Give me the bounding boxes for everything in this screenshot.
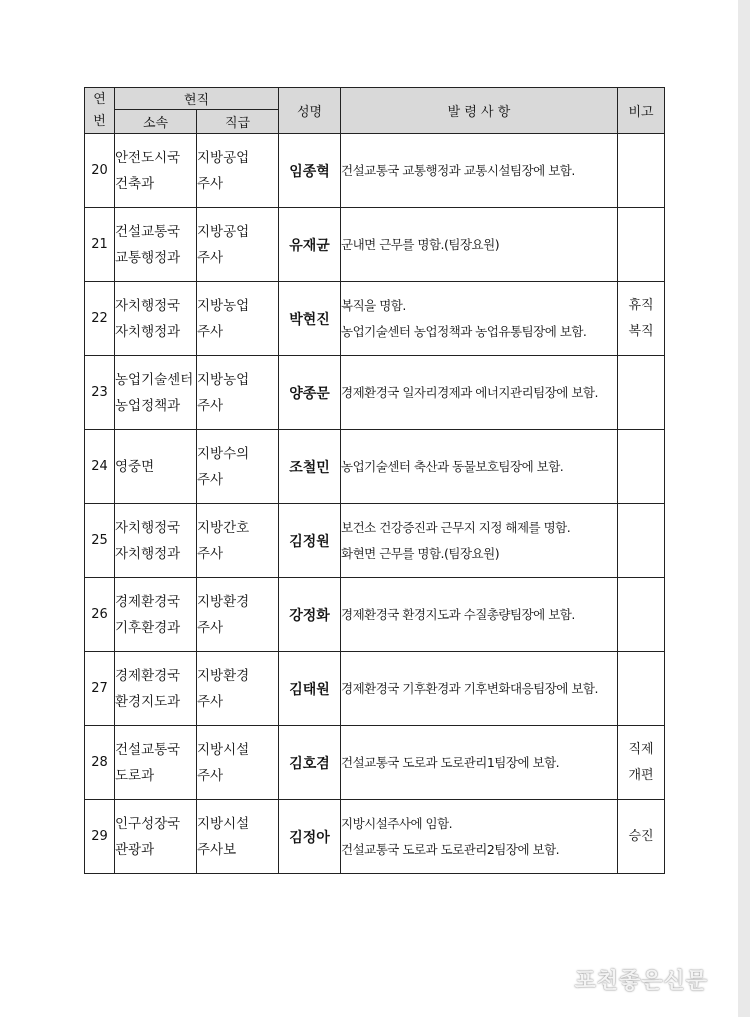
table-row (85, 430, 665, 504)
row-note (618, 430, 665, 504)
row-order (341, 208, 618, 282)
rank-line1: 지방공업 (197, 149, 250, 166)
table-row (85, 726, 665, 800)
row-number: 21 (85, 208, 115, 282)
personnel-order-table (84, 87, 665, 874)
department-division: 관광과 (115, 841, 155, 858)
rank-line2: 주사 (197, 471, 224, 488)
rank-line2: 주사 (197, 545, 224, 562)
rank-line2: 주사 (197, 249, 224, 266)
row-department (115, 430, 197, 504)
row-rank (197, 578, 279, 652)
row-name: 양종문 (279, 356, 341, 430)
order-line2: 건설교통국 도로과 도로관리2팀장에 보함. (341, 841, 560, 857)
row-order (341, 578, 618, 652)
rank-line1: 지방시설 (197, 741, 250, 758)
row-order (341, 282, 618, 356)
row-note (618, 578, 665, 652)
row-rank (197, 726, 279, 800)
row-rank (197, 652, 279, 726)
row-order (341, 504, 618, 578)
department-bureau: 농업기술센터 (115, 371, 194, 388)
department-division: 농업정책과 (115, 397, 181, 414)
row-number: 23 (85, 356, 115, 430)
row-name: 박현진 (279, 282, 341, 356)
note-line2: 복직 (628, 323, 654, 339)
row-rank (197, 134, 279, 208)
row-department (115, 208, 197, 282)
row-department (115, 282, 197, 356)
table-row (85, 356, 665, 430)
rank-line1: 지방농업 (197, 371, 250, 388)
row-number: 24 (85, 430, 115, 504)
rank-line2: 주사 (197, 175, 224, 192)
note-line1: 승진 (628, 828, 654, 844)
department-division: 도로과 (115, 767, 155, 784)
row-note (618, 208, 665, 282)
department-division: 건축과 (115, 175, 155, 192)
row-name: 김호겸 (279, 726, 341, 800)
table-row (85, 652, 665, 726)
header-order: 발 령 사 항 (341, 88, 618, 134)
row-name: 김정원 (279, 504, 341, 578)
order-line1: 농업기술센터 축산과 동물보호팀장에 보함. (341, 458, 564, 474)
rank-line2: 주사 (197, 397, 224, 414)
row-note (618, 652, 665, 726)
department-bureau: 자치행정국 (115, 519, 181, 536)
order-line1: 경제환경국 일자리경제과 에너지관리팀장에 보함. (341, 384, 598, 400)
department-bureau: 경제환경국 (115, 667, 181, 684)
department-division: 자치행정과 (115, 545, 181, 562)
row-department (115, 652, 197, 726)
row-number: 29 (85, 800, 115, 874)
row-name: 강정화 (279, 578, 341, 652)
department-bureau: 경제환경국 (115, 593, 181, 610)
table-row (85, 282, 665, 356)
rank-line1: 지방환경 (197, 667, 250, 684)
row-rank (197, 430, 279, 504)
table-row (85, 800, 665, 874)
order-line2: 화현면 근무를 명함.(팀장요원) (341, 545, 500, 561)
row-department (115, 578, 197, 652)
rank-line2: 주사보 (197, 841, 237, 858)
department-bureau: 영중면 (115, 458, 155, 475)
header-dept: 소속 (115, 110, 197, 134)
row-order (341, 652, 618, 726)
rank-line1: 지방시설 (197, 815, 250, 832)
table-row (85, 134, 665, 208)
row-number: 22 (85, 282, 115, 356)
row-order (341, 726, 618, 800)
row-name: 조철민 (279, 430, 341, 504)
order-line2: 농업기술센터 농업정책과 농업유통팀장에 보함. (341, 323, 587, 339)
row-department (115, 800, 197, 874)
note-line2: 개편 (628, 767, 654, 783)
rank-line1: 지방환경 (197, 593, 250, 610)
row-number: 25 (85, 504, 115, 578)
row-order (341, 430, 618, 504)
rank-line2: 주사 (197, 767, 224, 784)
row-order (341, 356, 618, 430)
row-name: 임종혁 (279, 134, 341, 208)
rank-line1: 지방공업 (197, 223, 250, 240)
department-bureau: 건설교통국 (115, 223, 181, 240)
row-note (618, 726, 665, 800)
department-bureau: 자치행정국 (115, 297, 181, 314)
order-line1: 군내면 근무를 명함.(팀장요원) (341, 236, 500, 252)
order-line1: 지방시설주사에 임함. (341, 815, 453, 831)
row-note (618, 356, 665, 430)
row-number: 28 (85, 726, 115, 800)
order-line1: 보건소 건강증진과 근무지 지정 해제를 명함. (341, 519, 571, 535)
department-division: 환경지도과 (115, 693, 181, 710)
row-note (618, 504, 665, 578)
department-division: 기후환경과 (115, 619, 181, 636)
order-line1: 복직을 명함. (341, 297, 406, 313)
table-row (85, 208, 665, 282)
order-line1: 건설교통국 도로과 도로관리1팀장에 보함. (341, 754, 560, 770)
header-name: 성명 (279, 88, 341, 134)
table-row (85, 578, 665, 652)
row-number: 26 (85, 578, 115, 652)
row-rank (197, 504, 279, 578)
header-note: 비고 (618, 88, 665, 134)
order-line1: 경제환경국 기후환경과 기후변화대응팀장에 보함. (341, 680, 598, 696)
header-no (85, 88, 115, 134)
department-bureau: 건설교통국 (115, 741, 181, 758)
header-no-label: 연번 (93, 91, 106, 129)
department-bureau: 안전도시국 (115, 149, 181, 166)
row-note (618, 282, 665, 356)
row-rank (197, 800, 279, 874)
row-note (618, 800, 665, 874)
rank-line1: 지방간호 (197, 519, 250, 536)
row-rank (197, 208, 279, 282)
rank-line2: 주사 (197, 619, 224, 636)
order-line1: 건설교통국 교통행정과 교통시설팀장에 보함. (341, 162, 575, 178)
header-current: 현직 (115, 88, 279, 110)
header-rank: 직급 (197, 110, 279, 134)
rank-line1: 지방수의 (197, 445, 250, 462)
rank-line2: 주사 (197, 693, 224, 710)
department-bureau: 인구성장국 (115, 815, 181, 832)
note-line1: 직제 (628, 741, 654, 757)
row-number: 27 (85, 652, 115, 726)
header-row (85, 88, 665, 110)
department-division: 자치행정과 (115, 323, 181, 340)
watermark-logo: 포천좋은신문 (574, 969, 708, 994)
row-department (115, 726, 197, 800)
row-note (618, 134, 665, 208)
rank-line2: 주사 (197, 323, 224, 340)
row-order (341, 800, 618, 874)
row-department (115, 504, 197, 578)
row-order (341, 134, 618, 208)
department-division: 교통행정과 (115, 249, 181, 266)
rank-line1: 지방농업 (197, 297, 250, 314)
row-name: 김태원 (279, 652, 341, 726)
note-line1: 휴직 (628, 297, 654, 313)
row-name: 김정아 (279, 800, 341, 874)
row-rank (197, 282, 279, 356)
row-department (115, 134, 197, 208)
row-number: 20 (85, 134, 115, 208)
row-rank (197, 356, 279, 430)
table-row (85, 504, 665, 578)
row-department (115, 356, 197, 430)
order-line1: 경제환경국 환경지도과 수질총량팀장에 보함. (341, 606, 575, 622)
row-name: 유재균 (279, 208, 341, 282)
